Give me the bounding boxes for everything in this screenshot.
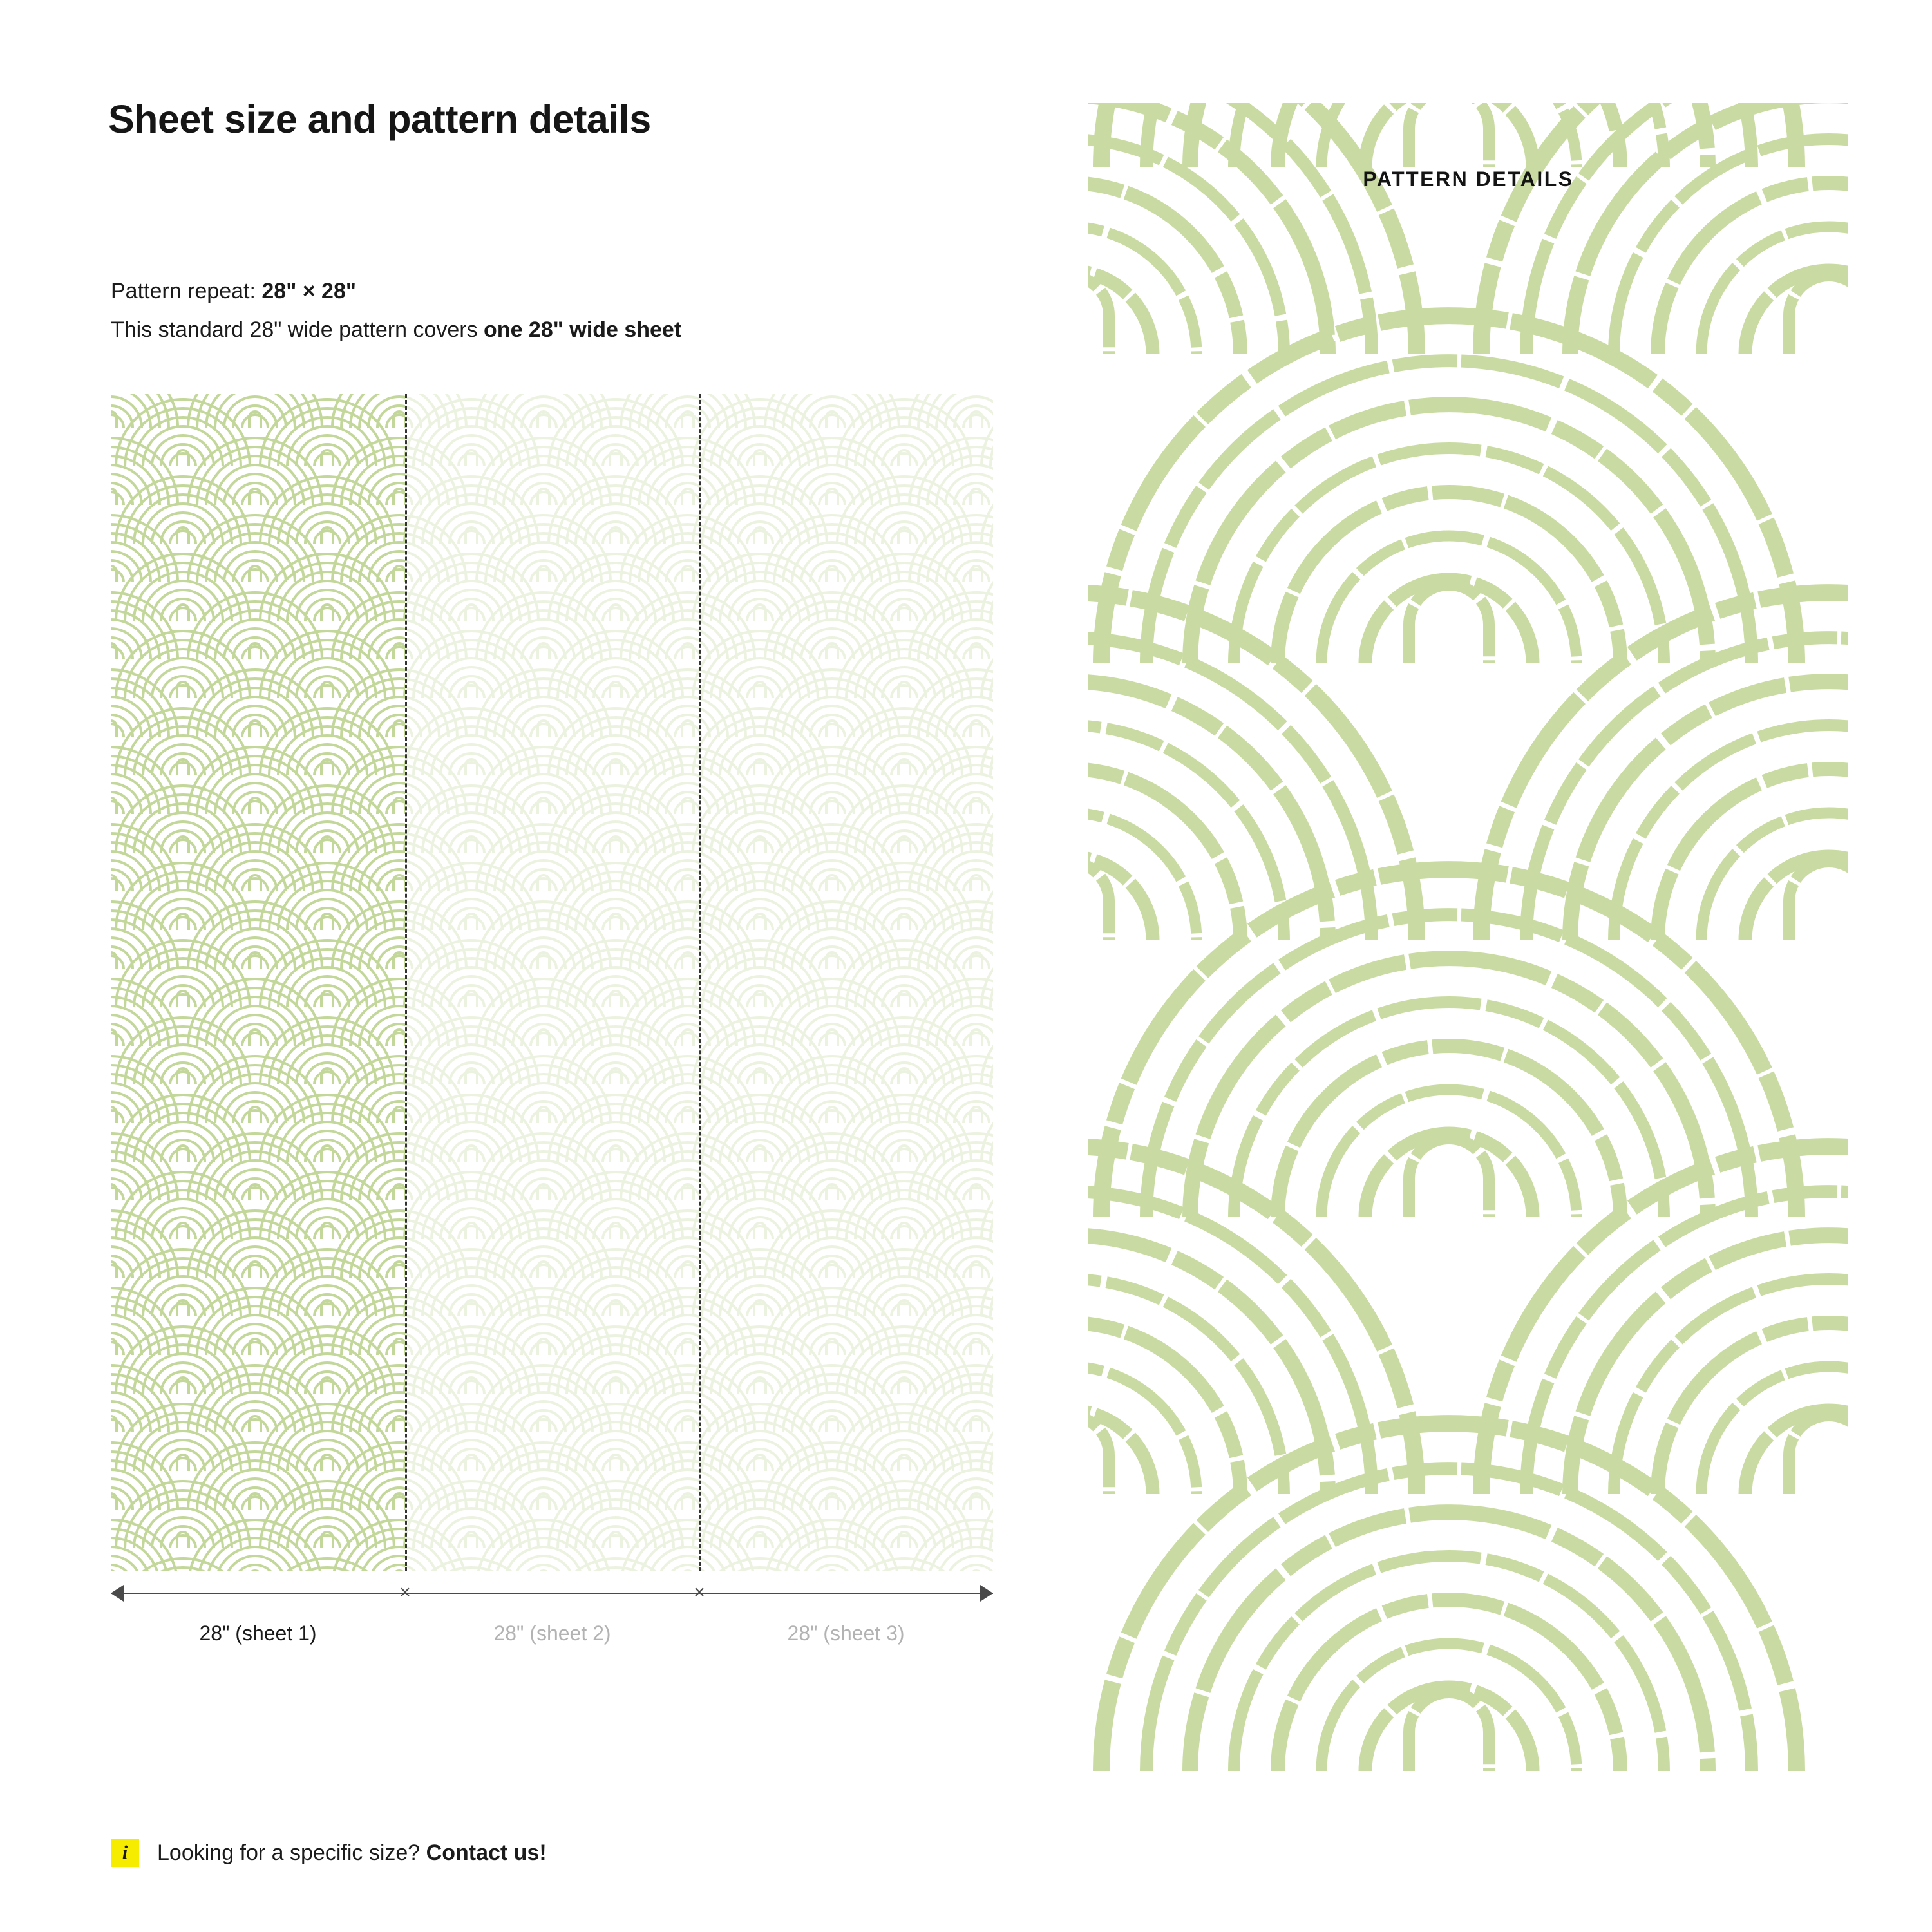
measure-tick-2: × xyxy=(694,1582,705,1603)
sheet-label-1: 28" (sheet 1) xyxy=(199,1622,317,1645)
measure-line xyxy=(111,1593,993,1594)
sheet-preview-diagram xyxy=(111,394,993,1571)
footer-contact-row xyxy=(111,1839,547,1867)
pattern-repeat-line xyxy=(111,276,1012,307)
pattern-coverage-prefix: This standard 28" wide pattern covers xyxy=(111,317,484,342)
pattern-repeat-value: 28" × 28" xyxy=(261,279,356,303)
arrow-left-icon xyxy=(111,1585,124,1602)
pattern-coverage-value: one 28" wide sheet xyxy=(484,317,682,342)
measure-tick-1: × xyxy=(399,1582,411,1603)
arrow-right-icon xyxy=(980,1585,993,1602)
pattern-detail-panel xyxy=(1088,103,1848,1900)
pattern-detail-svg xyxy=(1088,103,1848,1900)
info-icon: i xyxy=(111,1839,139,1867)
pattern-swatch-svg xyxy=(111,394,405,1571)
sheet-divider-2 xyxy=(699,394,701,1571)
sheet-label-2: 28" (sheet 2) xyxy=(493,1622,611,1645)
sheet-divider-1 xyxy=(405,394,407,1571)
pattern-swatch-svg-faded-3 xyxy=(699,394,993,1571)
pattern-coverage-line xyxy=(111,314,1012,345)
pattern-info-block xyxy=(111,276,1012,353)
width-measure-bar xyxy=(111,1581,993,1607)
sheet-preview-2 xyxy=(405,394,699,1571)
footer-question: Looking for a specific size? xyxy=(157,1840,426,1865)
pattern-details-title: PATTERN DETAILS xyxy=(1363,167,1574,191)
page-title: Sheet size and pattern details xyxy=(108,97,651,141)
sheet-preview-3 xyxy=(699,394,993,1571)
pattern-repeat-label: Pattern repeat: xyxy=(111,279,262,303)
sheet-preview-1 xyxy=(111,394,405,1571)
footer-text xyxy=(157,1841,547,1866)
sheet-label-3: 28" (sheet 3) xyxy=(787,1622,905,1645)
sheet-labels xyxy=(111,1622,993,1654)
contact-us-link[interactable]: Contact us! xyxy=(426,1840,547,1865)
pattern-swatch-svg-faded-2 xyxy=(405,394,699,1571)
